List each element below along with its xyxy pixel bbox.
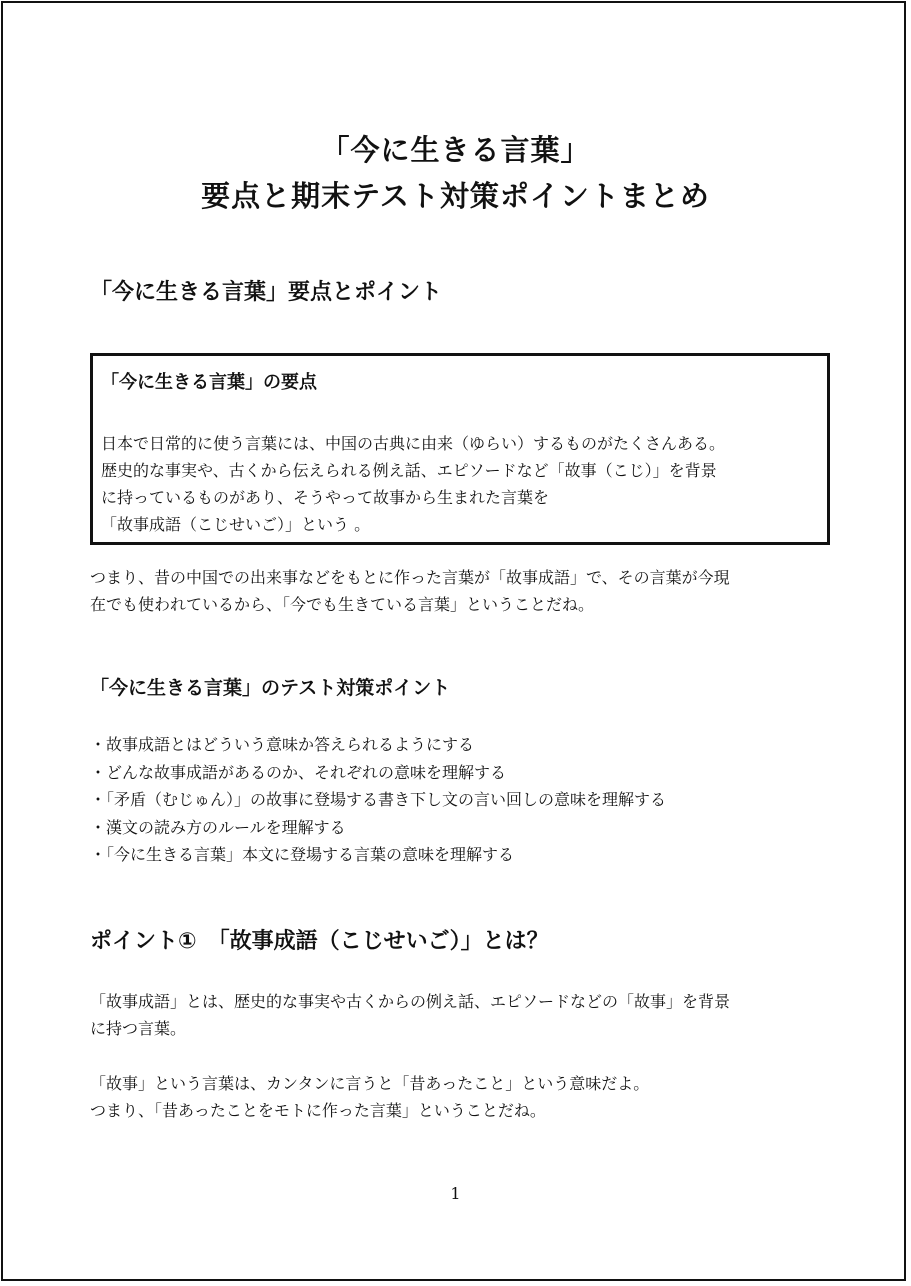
- paragraph-line: つまり、昔の中国での出来事などをもとに作った言葉が「故事成語」で、その言葉が今現: [90, 568, 730, 587]
- summary-line: 歴史的な事実や、古くから伝えられる例え話、エピソードなど「故事（こじ）」を背景: [101, 461, 717, 480]
- summary-box-body: [101, 430, 823, 538]
- section-heading-summary: 「今に生きる言葉」要点とポイント: [90, 280, 443, 305]
- paragraph-line: に持つ言葉。: [90, 1019, 187, 1038]
- document-title-line-1: 「今に生きる言葉」: [320, 133, 591, 167]
- summary-line: 「故事成語（こじせいご）」という 。: [101, 515, 371, 534]
- point-1-paragraph-1: [90, 988, 830, 1042]
- list-item: ・故事成語とはどういう意味か答えられるようにする: [90, 735, 475, 754]
- paragraph-line: 在でも使われているから、「今でも生きている言葉」ということだね。: [90, 595, 595, 614]
- section-heading-test-points: 「今に生きる言葉」のテスト対策ポイント: [90, 677, 451, 699]
- paragraph-line: 「故事」という言葉は、カンタンに言うと「昔あったこと」という意味だよ。: [90, 1074, 650, 1093]
- list-item: ・「今に生きる言葉」本文に登場する言葉の意味を理解する: [90, 845, 515, 864]
- paragraph-line: 「故事成語」とは、歴史的な事実や古くからの例え話、エピソードなどの「故事」を背景: [90, 992, 731, 1011]
- paragraph-line: つまり、「昔あったことをモトに作った言葉」ということだね。: [90, 1101, 546, 1120]
- list-item: ・どんな故事成語があるのか、それぞれの意味を理解する: [90, 762, 507, 782]
- list-item: ・漢文の読み方のルールを理解する: [90, 817, 346, 837]
- page-number: 1: [450, 1184, 461, 1203]
- summary-box: [90, 353, 830, 545]
- document-title-line-2: 要点と期末テスト対策ポイントまとめ: [201, 179, 710, 213]
- summary-line: に持っているものがあり、そうやって故事から生まれた言葉を: [101, 488, 550, 507]
- test-points-list: [90, 731, 666, 869]
- point-1-paragraph-2: [90, 1070, 830, 1124]
- section-heading-point-1: ポイント① 「故事成語（こじせいご）」とは？: [90, 929, 549, 954]
- list-item: ・「矛盾（むじゅん）」の故事に登場する書き下し文の言い回しの意味を理解する: [90, 790, 667, 809]
- summary-explanation: [90, 564, 830, 618]
- summary-line: 日本で日常的に使う言葉には、中国の古典に由来（ゆらい）するものがたくさんある。: [101, 434, 726, 453]
- summary-box-title: 「今に生きる言葉」の要点: [101, 372, 317, 393]
